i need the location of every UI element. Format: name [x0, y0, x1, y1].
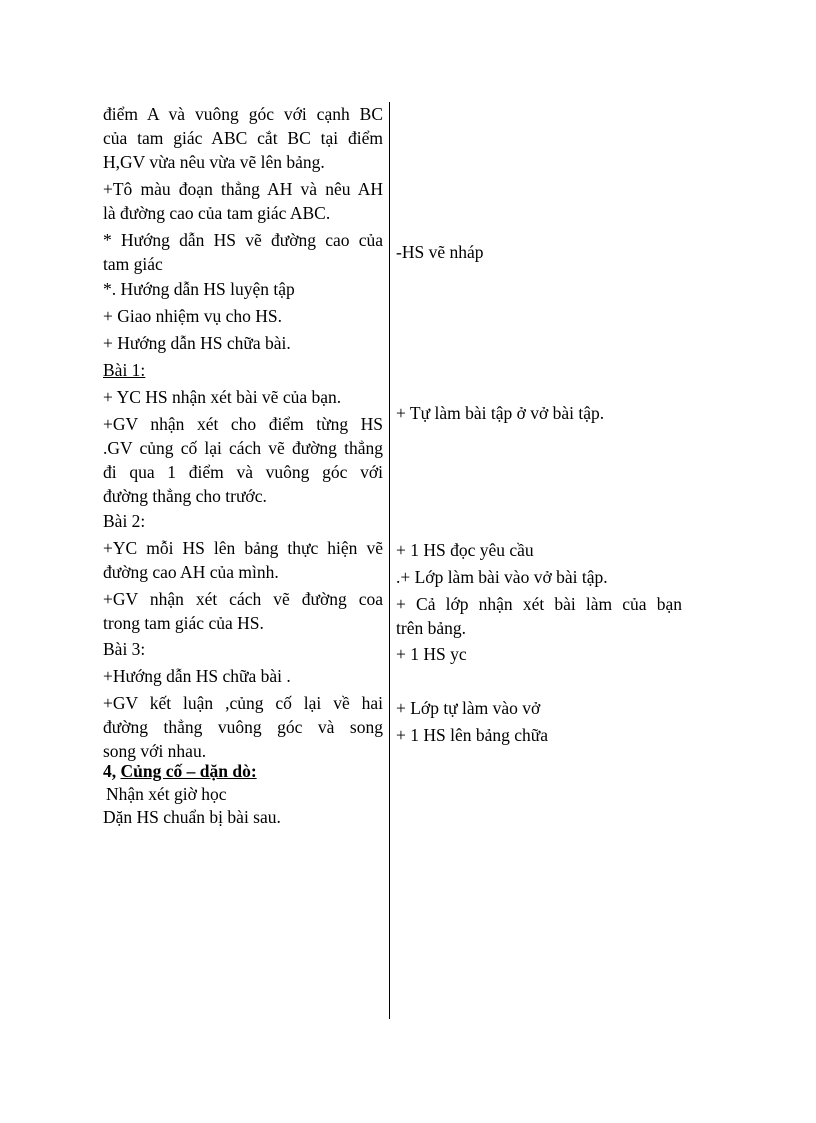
text-line: Dặn HS chuẩn bị bài sau.	[103, 807, 281, 827]
text-line: + Giao nhiệm vụ cho HS.	[103, 306, 283, 326]
text-line: + Cả lớp nhận xét bài làm của bạn	[396, 594, 682, 614]
column-divider	[389, 102, 390, 1019]
text-line: H,GV vừa nêu vừa vẽ lên bảng.	[103, 152, 325, 172]
text-line: + YC HS nhận xét bài vẽ của bạn.	[103, 387, 342, 407]
text-line: +GV nhận xét cách vẽ đường coa	[103, 589, 383, 609]
text-line: đường thẳng vuông góc và song	[103, 717, 383, 737]
text-line: của tam giác ABC cắt BC tại điểm	[103, 128, 383, 148]
text-line: * Hướng dẫn HS vẽ đường cao của	[103, 230, 383, 250]
text-line: đi qua 1 điểm và vuông góc với	[103, 462, 383, 482]
text-line: điểm A và vuông góc với cạnh BC	[103, 104, 383, 124]
text-line: + 1 HS yc	[396, 644, 467, 664]
text-line: + 1 HS lên bảng chữa	[396, 725, 549, 745]
text-line: + Lớp tự làm vào vở	[396, 698, 541, 718]
text-line: +YC mỗi HS lên bảng thực hiện vẽ	[103, 538, 383, 558]
text-line: là đường cao của tam giác ABC.	[103, 203, 331, 223]
section-title: Củng cố – dặn dò:	[120, 761, 257, 781]
text-line: đường cao AH của mình.	[103, 562, 279, 582]
exercise-heading: Bài 1:	[103, 360, 146, 380]
text-line: *. Hướng dẫn HS luyện tập	[103, 279, 295, 299]
text-line: Nhận xét giờ học	[106, 784, 227, 804]
text-line: .+ Lớp làm bài vào vở bài tập.	[396, 567, 608, 587]
section-heading	[103, 759, 383, 783]
text-line: +GV kết luận ,củng cố lại về hai	[103, 693, 383, 713]
text-line: song với nhau.	[103, 741, 207, 761]
text-line: +Hướng dẫn HS chữa bài .	[103, 666, 291, 686]
text-line: tam giác	[103, 254, 163, 274]
text-line: + Tự làm bài tập ở vở bài tập.	[396, 403, 605, 423]
text-line: -HS vẽ nháp	[396, 242, 484, 262]
text-line: + Hướng dẫn HS chữa bài.	[103, 333, 291, 353]
exercise-heading: Bài 2:	[103, 511, 146, 531]
text-line: trong tam giác của HS.	[103, 613, 264, 633]
exercise-heading: Bài 3:	[103, 639, 146, 659]
text-line: .GV củng cố lại cách vẽ đường thẳng	[103, 438, 383, 458]
text-line: đường thẳng cho trước.	[103, 486, 267, 506]
section-number: 4,	[103, 761, 121, 781]
text-line: trên bảng.	[396, 618, 466, 638]
text-line: +GV nhận xét cho điểm từng HS	[103, 414, 383, 434]
text-line: +Tô màu đoạn thẳng AH và nêu AH	[103, 179, 383, 199]
text-line: + 1 HS đọc yêu cầu	[396, 540, 534, 560]
